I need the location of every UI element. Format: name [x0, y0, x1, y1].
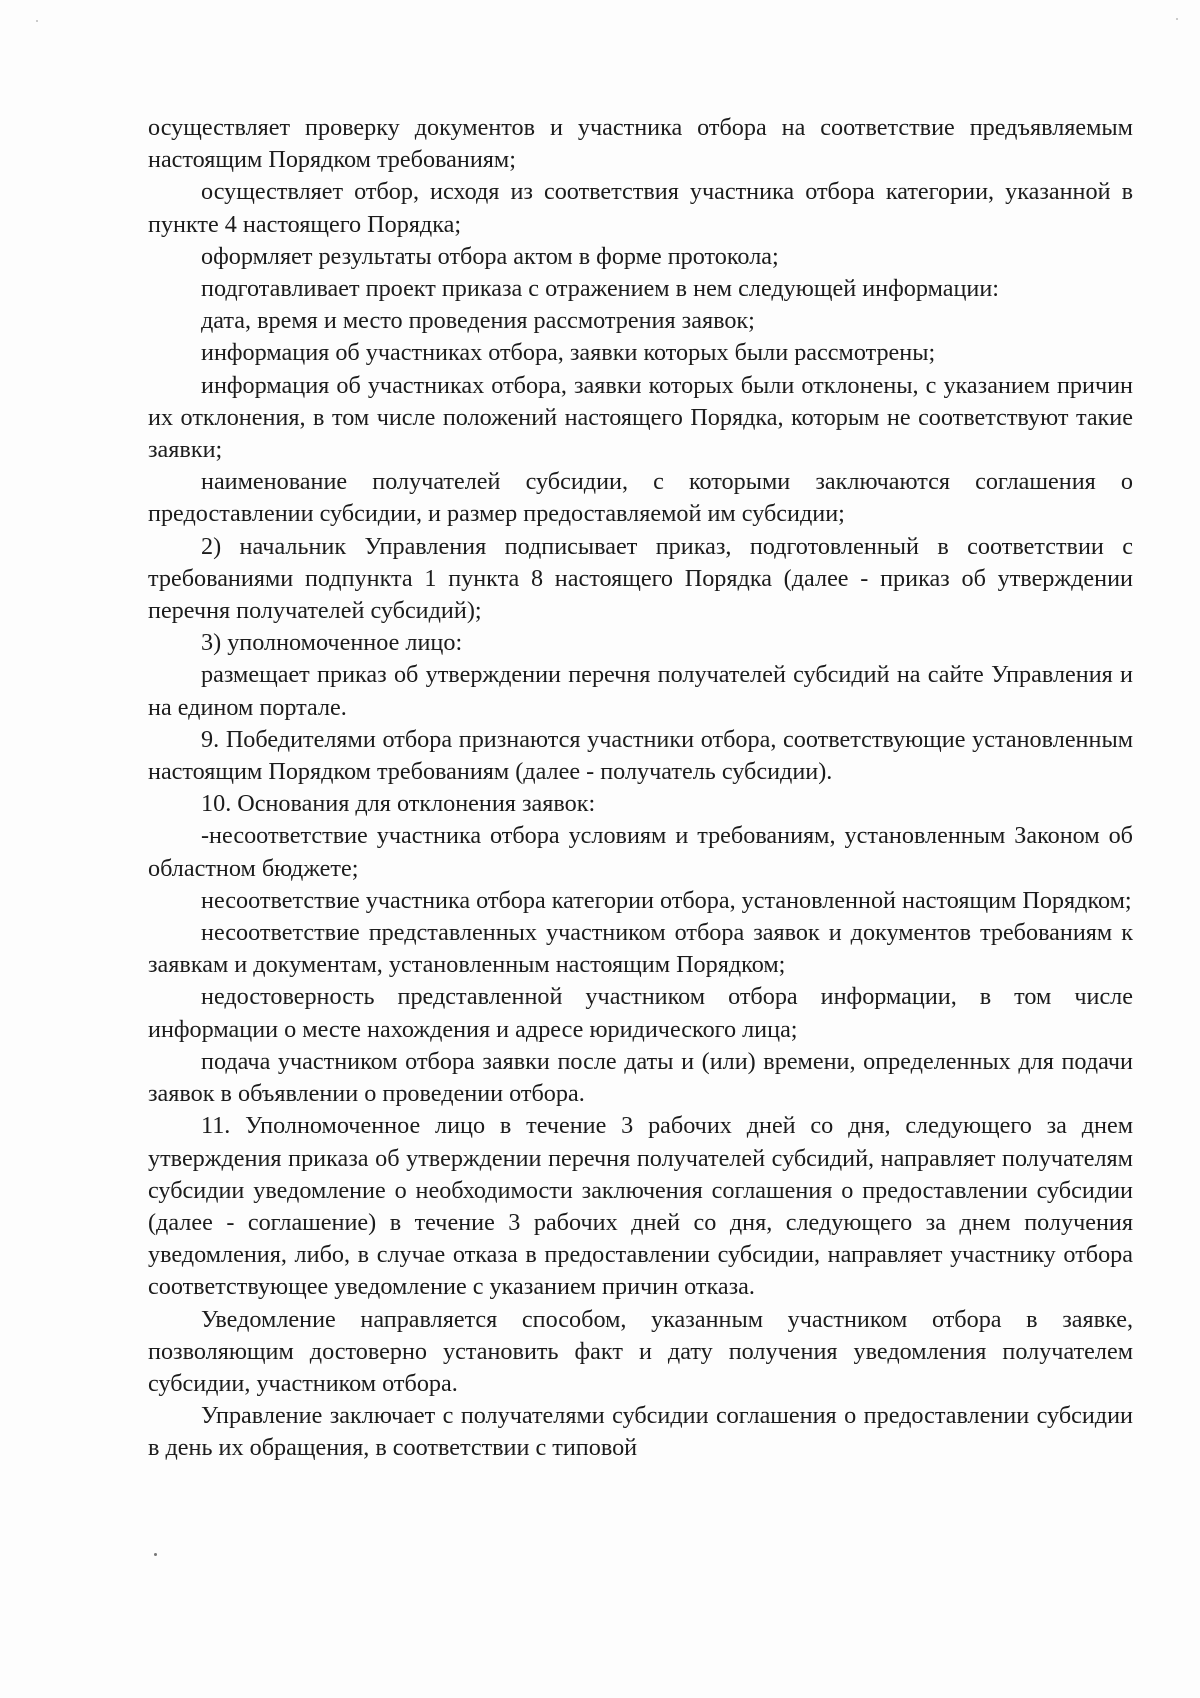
paragraph: 11. Уполномоченное лицо в течение 3 рабочих дней со дня, следующего за днем утверждения приказа об утверждении перечня получателей субсидий, направляет получателям субсидии уведомление о необходимости заключения соглашения о предоставлении субсидии (далее - соглашение) в течение 3 рабочих дней со дня, следующего за днем получения уведомления, либо, в случае отказа в предоставлении субсидии, направляет участнику отбора соответствующее уведомление с указанием причин отказа. [148, 1112, 1133, 1301]
paragraph: дата, время и место проведения рассмотрения заявок; [201, 307, 755, 335]
paragraph: подготавливает проект приказа с отражением в нем следующей информации: [201, 275, 1000, 303]
paragraph: Управление заключает с получателями субсидии соглашения о предоставлении субсидии в день их обращения, в соответствии с типовой [148, 1402, 1133, 1462]
paragraph: размещает приказ об утверждении перечня получателей субсидий на сайте Управления и на едином портале. [148, 661, 1133, 721]
scan-speck [36, 20, 38, 22]
document-body [148, 112, 1133, 1465]
paragraph: -несоответствие участника отбора условиям и требованиям, установленным Законом об областном бюджете; [148, 822, 1133, 882]
paragraph: 3) уполномоченное лицо: [201, 629, 463, 657]
paragraph: несоответствие участника отбора категории отбора, установленной настоящим Порядком; [201, 886, 1132, 914]
paragraph: осуществляет отбор, исходя из соответствия участника отбора категории, указанной в пункте 4 настоящего Порядка; [148, 178, 1133, 238]
paragraph: подача участником отбора заявки после даты и (или) времени, определенных для подачи заявок в объявлении о проведении отбора. [148, 1047, 1133, 1108]
paragraph: недостоверность представленной участником отбора информации, в том числе информации о месте нахождения и адресе юридического лица; [148, 983, 1133, 1043]
paragraph: оформляет результаты отбора актом в форме протокола; [201, 242, 779, 270]
paragraph: информация об участниках отбора, заявки которых были отклонены, с указанием причин их отклонения, в том числе положений настоящего Порядка, которым не соответствуют такие заявки; [148, 371, 1133, 464]
paragraph-continuation: осуществляет проверку документов и участника отбора на соответствие предъявляемым настоящим Порядком требованиям; [148, 114, 1133, 174]
paragraph: 10. Основания для отклонения заявок: [201, 790, 596, 818]
paragraph: наименование получателей субсидии, с которыми заключаются соглашения о предоставлении субсидии, и размер предоставляемой им субсидии; [148, 468, 1133, 528]
scan-speck [1176, 18, 1178, 20]
paragraph: 9. Победителями отбора признаются участники отбора, соответствующие установленным настоящим Порядком требованиям (далее - получатель субсидии). [148, 725, 1133, 786]
paragraph: 2) начальник Управления подписывает приказ, подготовленный в соответствии с требованиями подпункта 1 пункта 8 настоящего Порядка (далее - приказ об утверждении перечня получателей субсидий); [148, 532, 1133, 625]
paragraph: информация об участниках отбора, заявки которых были рассмотрены; [201, 339, 936, 367]
scan-speck [154, 1553, 157, 1556]
paragraph: несоответствие представленных участником отбора заявок и документов требованиям к заявкам и документам, установленным настоящим Порядком; [148, 919, 1133, 979]
paragraph: Уведомление направляется способом, указанным участником отбора в заявке, позволяющим достоверно установить факт и дату получения уведомления получателем субсидии, участником отбора. [148, 1305, 1133, 1397]
